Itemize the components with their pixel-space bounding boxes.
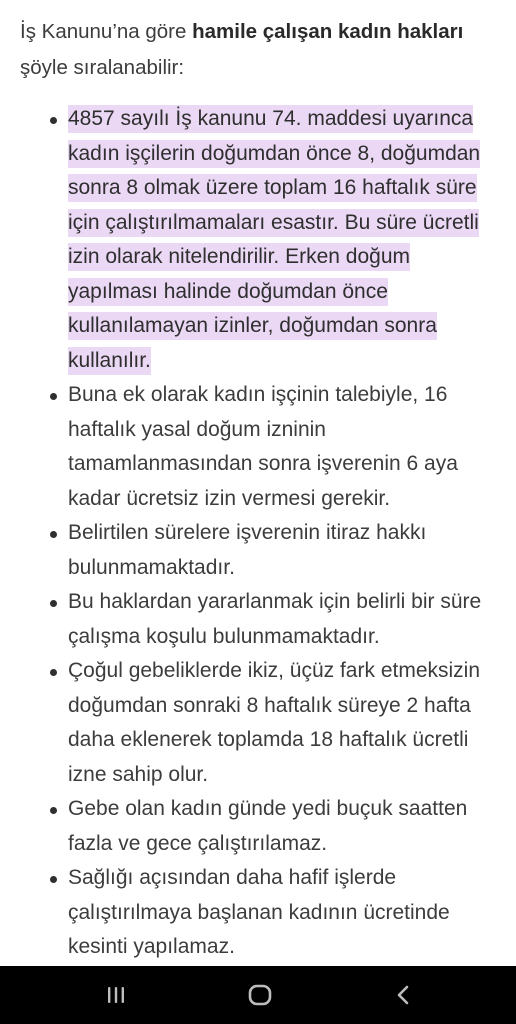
list-item-text: Sağlığı açısından daha hafif işlerde çalıştırılmaya başlanan kadının ücretinde kesinti yapılamaz.	[68, 866, 450, 958]
bullet-icon	[50, 807, 57, 814]
list-item-text: Belirtilen sürelere işverenin itiraz hakkı bulunmamaktadır.	[68, 521, 427, 579]
bullet-icon	[50, 117, 57, 124]
home-button[interactable]	[240, 980, 280, 1010]
back-button[interactable]	[384, 980, 424, 1010]
list-item	[0, 516, 516, 585]
list-item-text: Çoğul gebeliklerde ikiz, üçüz fark etmeksizin doğumdan sonraki 8 haftalık süreye 2 hafta daha eklenerek toplamda 18 haftalık ücretli izne sahip olur.	[68, 659, 481, 786]
rights-list	[0, 102, 516, 965]
intro-bold-phrase: hamile çalışan kadın hakları	[192, 20, 464, 43]
bullet-icon	[50, 876, 57, 883]
list-item	[0, 792, 516, 861]
list-item	[0, 861, 516, 965]
list-item	[0, 585, 516, 654]
intro-prefix: İş Kanunu’na göre	[20, 20, 193, 43]
list-item	[0, 102, 516, 378]
back-icon	[393, 983, 415, 1007]
bullet-icon	[50, 531, 57, 538]
recents-button[interactable]	[96, 980, 136, 1010]
list-item-text: Gebe olan kadın günde yedi buçuk saatten fazla ve gece çalıştırılamaz.	[68, 797, 468, 855]
list-item-text: Bu haklardan yararlanmak için belirli bir süre çalışma koşulu bulunmamaktadır.	[68, 590, 482, 648]
intro-suffix: şöyle sıralanabilir:	[20, 56, 185, 79]
bullet-icon	[50, 600, 57, 607]
list-item	[0, 378, 516, 516]
bullet-icon	[50, 393, 57, 400]
list-item-text: Buna ek olarak kadın işçinin talebiyle, 16 haftalık yasal doğum izninin tamamlanmasından sonra işverenin 6 aya kadar ücretsiz izin vermesi gerekir.	[68, 383, 458, 510]
list-item	[0, 654, 516, 792]
home-icon	[247, 983, 273, 1007]
recents-icon	[104, 984, 128, 1006]
list-item-text-highlighted[interactable]: 4857 sayılı İş kanunu 74. maddesi uyarınca kadın işçilerin doğumdan önce 8, doğumdan sonra 8 olmak üzere toplam 16 haftalık süre için çalıştırılmamaları esastır. Bu süre ücretli izin olarak nitelendirilir. Erken doğum yapılması halinde doğumdan önce kullanılamayan izinler, doğumdan sonra kullanılır.	[68, 105, 480, 375]
intro-paragraph	[20, 14, 500, 86]
system-navigation-bar	[0, 966, 516, 1024]
bullet-icon	[50, 669, 57, 676]
